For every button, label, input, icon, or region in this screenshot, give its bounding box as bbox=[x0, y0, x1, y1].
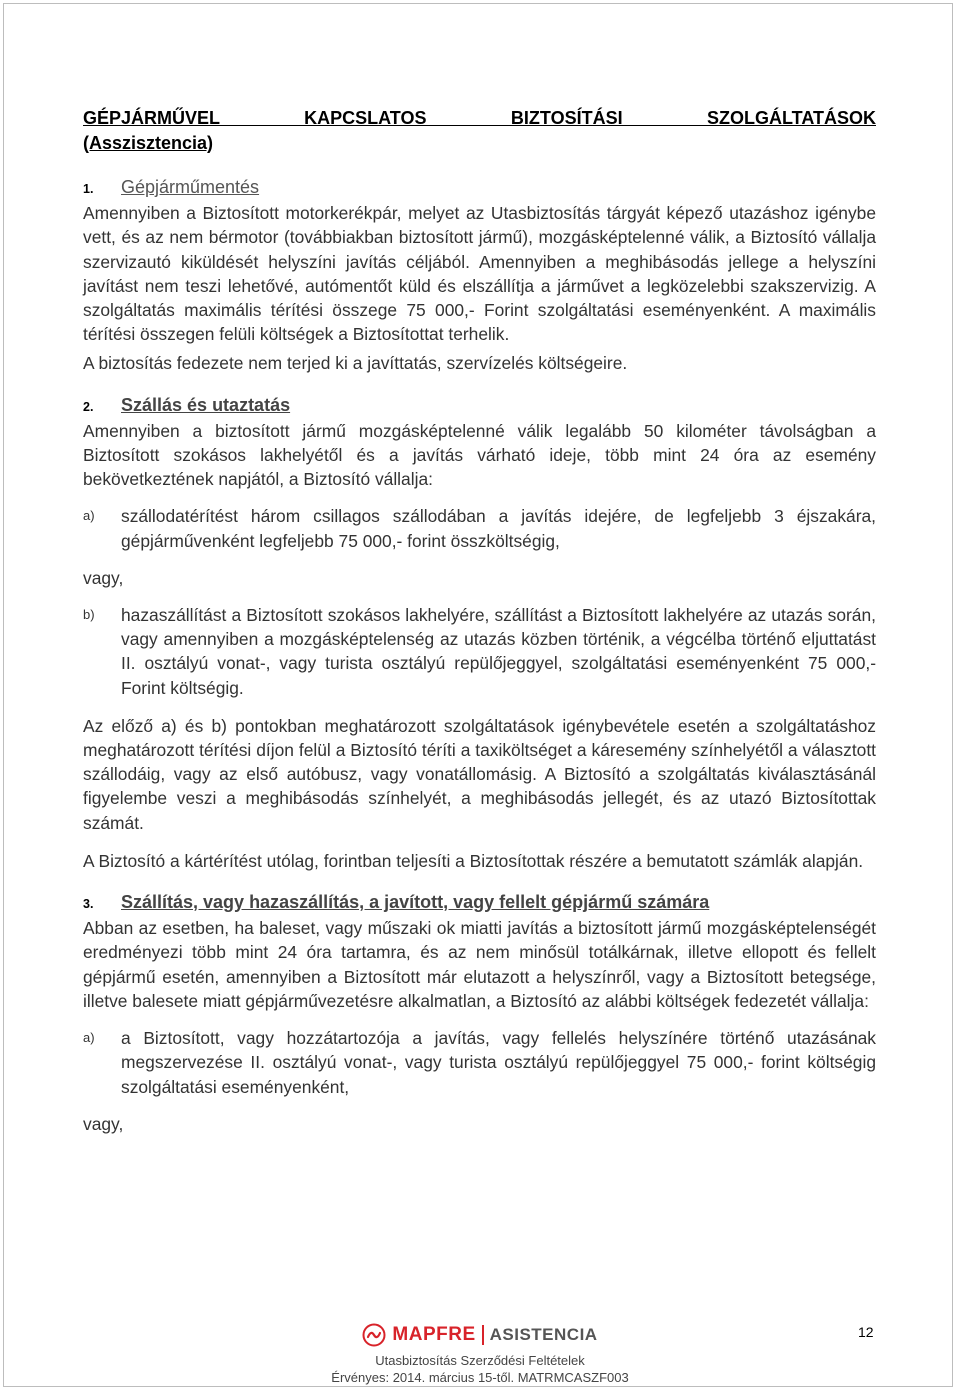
list-marker: a) bbox=[83, 1030, 95, 1046]
section-title: Szállás és utaztatás bbox=[121, 394, 291, 415]
section-2-paragraph-payment: A Biztosító a kártérítést utólag, forintban teljesíti a Biztosítottak részére a bemutatott számlák alapján. bbox=[83, 850, 864, 871]
footer-document-name: Utasbiztosítás Szerződési Feltételek bbox=[375, 1353, 585, 1368]
list-item-text: a Biztosított, vagy hozzátartozója a javítás, vagy fellelés helyszínére történő utazásának megszervezése II. osztályú vonat-, vagy turista osztályú repülőjeggyel 75 000,- forint költségig szolgáltatási eseményenként, bbox=[121, 1028, 876, 1097]
section-2-heading bbox=[83, 393, 876, 419]
section-number: 1. bbox=[83, 182, 94, 196]
section-1-heading bbox=[83, 175, 876, 201]
list-marker: b) bbox=[83, 607, 95, 623]
title-line-2: (Asszisztencia) bbox=[83, 132, 214, 153]
list-item-text: szállodatérítést három csillagos szállodában a javítás idejére, de legfeljebb 3 éjszakára, gépjárművenként legfeljebb 75 000,- forint összköltségig, bbox=[121, 506, 876, 551]
section-2-intro: Amennyiben a biztosított jármű mozgásképtelenné válik legalább 50 kilométer távolságban a Biztosított szokásos lakhelyétől és a javítás várható ideje, több mint 24 óra az esemény bekövetkeztének napjától, a Biztosító vállalja: bbox=[83, 420, 876, 490]
footer-validity: Érvényes: 2014. március 15-től. MATRMCASZF003 bbox=[331, 1370, 629, 1385]
section-title: Szállítás, vagy hazaszállítás, a javított, vagy fellelt gépjármű számára bbox=[121, 892, 710, 913]
section-3-item-a bbox=[83, 1026, 876, 1099]
section-title: Gépjárműmentés bbox=[121, 177, 260, 197]
section-3-intro: Abban az esetben, ha baleset, vagy műszaki ok miatti javítás a biztosított jármű mozgásképtelenségét eredményezi több mint 24 óra tartamra, és az nem minősül totálkárnak, illetve ellopott és fellelt gépjármű esetén, amennyiben a Biztosított már elutazott a helyszínről, vagy a Biztosított betegsége, illetve balesete miatt gépjárművezetésre alkalmatlan, a Biztosító az alábbi költségek fedezetét vállalja: bbox=[83, 918, 876, 1011]
section-2-item-a bbox=[83, 504, 876, 552]
document-title bbox=[83, 106, 876, 155]
mapfre-logo bbox=[362, 1322, 597, 1348]
logo-divider bbox=[482, 1325, 484, 1345]
section-3-heading bbox=[83, 890, 876, 916]
logo-subtitle: ASISTENCIA bbox=[489, 1325, 598, 1344]
list-marker: a) bbox=[83, 508, 95, 524]
document-body bbox=[83, 106, 876, 1136]
mapfre-emblem-icon bbox=[362, 1323, 386, 1347]
section-1-paragraph-2: A biztosítás fedezete nem terjed ki a javíttatás, szervízelés költségeire. bbox=[83, 353, 628, 374]
title-line-1: GÉPJÁRMŰVEL KAPCSLATOS BIZTOSÍTÁSI SZOLGÁLTATÁSOK bbox=[83, 108, 876, 128]
section-number: 3. bbox=[83, 897, 94, 912]
logo-brand: MAPFRE bbox=[392, 1324, 476, 1345]
list-item-text: hazaszállítást a Biztosított szokásos lakhelyére, szállítást a Biztosított lakhelyére az utazás során, vagy amennyiben a mozgásképtelenség az utazás közben történik, a végcélba történő eljuttatást II. osztályú vonat-, vagy turista osztályú repülőjeggyel, szolgáltatási eseményenként 75 000,- Forint költségig. bbox=[121, 605, 876, 698]
section-2-item-b bbox=[83, 603, 876, 700]
section-number: 2. bbox=[83, 399, 94, 414]
page-footer bbox=[0, 1322, 960, 1386]
section-3-or: vagy, bbox=[83, 1113, 124, 1134]
page-number: 12 bbox=[858, 1324, 874, 1340]
section-1-paragraph-1: Amennyiben a Biztosított motorkerékpár, melyet az Utasbiztosítás tárgyát képező utazáshoz igénybe vett, és az nem bérmotor (továbbiakban biztosított jármű), mozgásképtelenné válik, a Biztosító vállalja szervizautó kiküldését helyszíni javítás céljából. Amennyiben a meghibásodás jellege a helyszíni javítást nem teszi lehetővé, autómentőt küld és elszállítja a járművet a legközelebbi szakszervizig. A szolgáltatás maximális térítési összege 75 000,- Forint szolgáltatási eseményenként. A maximális térítési összegen felüli költségek a Biztosítottat terhelik. bbox=[83, 203, 876, 345]
section-2-or: vagy, bbox=[83, 567, 124, 588]
section-2-paragraph-taxi: Az előző a) és b) pontokban meghatározott szolgáltatások igénybevétele esetén a szolgáltatáshoz meghatározott térítési díjon felül a Biztosító téríti a taxiköltséget a káresemény színhelyétől a választott szállodáig, vagy az első autóbusz, vagy vonatállomásig. A Biztosító a szolgáltatás kiválasztásánál figyelembe veszi a meghibásodás színhelyét, a meghibásodás jellegét, és az utazó Biztosítottak számát. bbox=[83, 715, 876, 833]
